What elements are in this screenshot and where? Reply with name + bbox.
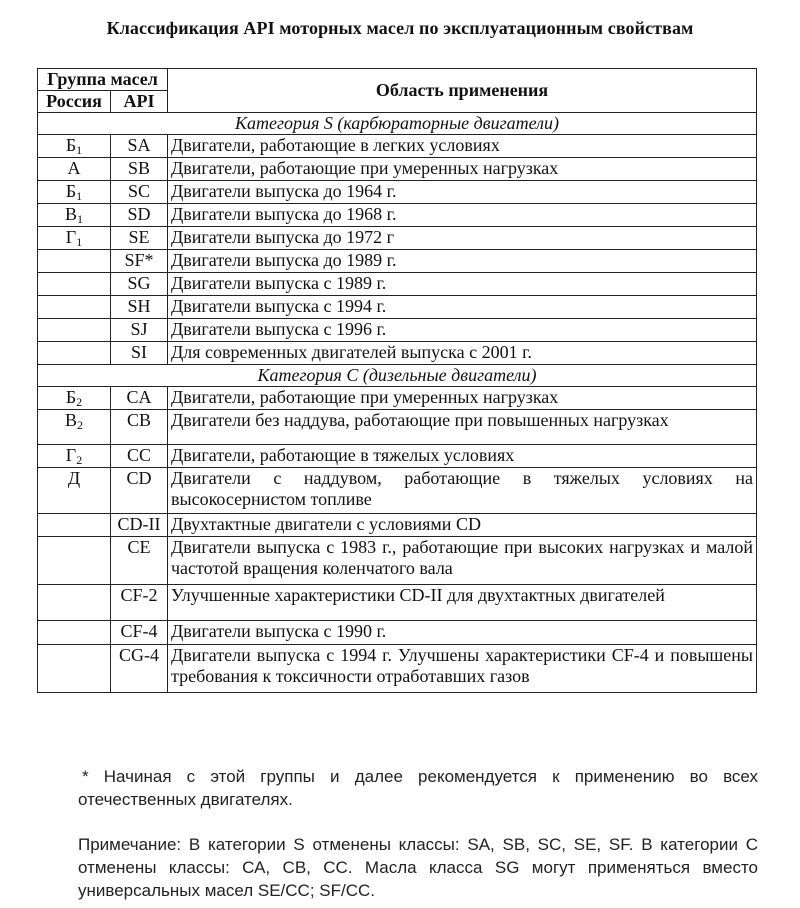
table-row [38, 204, 757, 227]
api-code: CD-II [111, 514, 168, 537]
russia-code-index: 1 [77, 212, 83, 226]
application-description: Двигатели, работающие в тяжелых условиях [168, 445, 757, 468]
table-row [38, 387, 757, 410]
application-description: Двигатели выпуска с 1989 г. [168, 273, 757, 296]
category-s-row [38, 113, 757, 135]
application-description: Двигатели выпуска с 1994 г. [168, 296, 757, 319]
russia-code: А [67, 158, 81, 178]
table-row [38, 319, 757, 342]
api-code: CE [111, 537, 168, 585]
table-row [38, 585, 757, 621]
application-description: Двигатели, работающие при умеренных нагрузках [168, 387, 757, 410]
application-description: Двигатели выпуска с 1983 г., работающие при высоких нагрузках и малой частотой вращения коленчатого вала [168, 537, 757, 585]
russia-code: В [64, 204, 77, 224]
application-description: Двигатели без наддува, работающие при повышенных нагрузках [168, 410, 757, 445]
russia-code: Д [67, 468, 81, 488]
application-description: Двигатели выпуска с 1996 г. [168, 319, 757, 342]
russia-code-cell [38, 585, 111, 621]
application-description: Двухтактные двигатели с условиями CD [168, 514, 757, 537]
table-row [38, 135, 757, 158]
russia-code-index: 2 [76, 395, 83, 409]
russia-code-cell [38, 158, 111, 181]
api-code: SF* [111, 250, 168, 273]
russia-code: Б [65, 387, 77, 407]
table-row [38, 445, 757, 468]
application-description: Двигатели выпуска до 1964 г. [168, 181, 757, 204]
russia-code-index: 1 [76, 235, 83, 249]
category-c-row [38, 365, 757, 387]
table-row [38, 537, 757, 585]
russia-code-index: 2 [77, 418, 83, 432]
table-row [38, 296, 757, 319]
russia-code-cell [38, 468, 111, 514]
api-code: SD [111, 204, 168, 227]
remark-note: Примечание: В категории S отменены классы: SA, SB, SC, SE, SF. В категории С отменены классы: СА, СВ, СС. Масла класса SG могут применяться вместо универсальных масел SE/CC; SF/CC. [78, 835, 758, 900]
api-code: CD [111, 468, 168, 514]
api-code: CB [111, 410, 168, 445]
russia-code: Г [65, 227, 77, 247]
api-code: SH [111, 296, 168, 319]
russia-code-cell [38, 319, 111, 342]
russia-code-cell [38, 273, 111, 296]
document-title: Классификация API моторных масел по эксплуатационным свойствам [106, 18, 694, 38]
api-code: SJ [111, 319, 168, 342]
russia-code-cell [38, 514, 111, 537]
application-description: Двигатели выпуска до 1968 г. [168, 204, 757, 227]
application-description: Двигатели выпуска до 1989 г. [168, 250, 757, 273]
russia-code-index: 1 [76, 189, 83, 203]
header-russia: Россия [38, 91, 111, 113]
api-code: SC [111, 181, 168, 204]
table-row [38, 342, 757, 365]
russia-code-cell [38, 181, 111, 204]
table-row [38, 250, 757, 273]
table-row [38, 410, 757, 445]
russia-code: Б [65, 181, 77, 201]
application-description: Улучшенные характеристики CD-II для двухтактных двигателей [168, 585, 757, 621]
table-row [38, 273, 757, 296]
table-row [38, 514, 757, 537]
api-code: SG [111, 273, 168, 296]
russia-code-cell [38, 204, 111, 227]
api-code: SB [111, 158, 168, 181]
russia-code-index: 2 [76, 453, 83, 467]
application-description: Двигатели выпуска до 1972 г [168, 227, 757, 250]
api-code: CC [111, 445, 168, 468]
application-description: Двигатели выпуска с 1994 г. Улучшены характеристики CF-4 и повышены требования к токсичности отработавших газов [168, 645, 757, 693]
api-code: SE [111, 227, 168, 250]
russia-code-cell [38, 410, 111, 445]
russia-code-cell [38, 342, 111, 365]
category-c-label: Категория C (дизельные двигатели) [38, 365, 757, 387]
russia-code-index: 1 [76, 143, 83, 157]
footnote: * Начиная с этой группы и далее рекомендуется к применению во всех отечественных двигателях. [78, 767, 758, 809]
api-code: CA [111, 387, 168, 410]
table-row [38, 468, 757, 514]
api-classification-table [37, 68, 757, 693]
header-group: Группа масел [38, 69, 168, 91]
russia-code: В [64, 410, 77, 430]
application-description: Для современных двигателей выпуска с 2001 г. [168, 342, 757, 365]
api-code: SA [111, 135, 168, 158]
table-row [38, 621, 757, 645]
api-code: CF-4 [111, 621, 168, 645]
russia-code-cell [38, 621, 111, 645]
category-s-label: Категория S (карбюраторные двигатели) [38, 113, 757, 135]
header-api: API [111, 91, 168, 113]
table-row [38, 181, 757, 204]
table-row [38, 158, 757, 181]
russia-code-cell [38, 296, 111, 319]
api-code: CF-2 [111, 585, 168, 621]
api-code: CG-4 [111, 645, 168, 693]
russia-code-cell [38, 250, 111, 273]
russia-code-cell [38, 135, 111, 158]
russia-code-cell [38, 227, 111, 250]
application-description: Двигатели с наддувом, работающие в тяжелых условиях на высокосернистом топливе [168, 468, 757, 514]
table-row [38, 227, 757, 250]
api-code: SI [111, 342, 168, 365]
table-row [38, 645, 757, 693]
application-description: Двигатели, работающие в легких условиях [168, 135, 757, 158]
russia-code: Б [65, 135, 77, 155]
russia-code: Г [65, 445, 77, 465]
header-application: Область применения [168, 69, 757, 113]
russia-code-cell [38, 645, 111, 693]
russia-code-cell [38, 387, 111, 410]
application-description: Двигатели выпуска с 1990 г. [168, 621, 757, 645]
russia-code-cell [38, 537, 111, 585]
application-description: Двигатели, работающие при умеренных нагрузках [168, 158, 757, 181]
header-row-1 [38, 69, 757, 91]
russia-code-cell [38, 445, 111, 468]
